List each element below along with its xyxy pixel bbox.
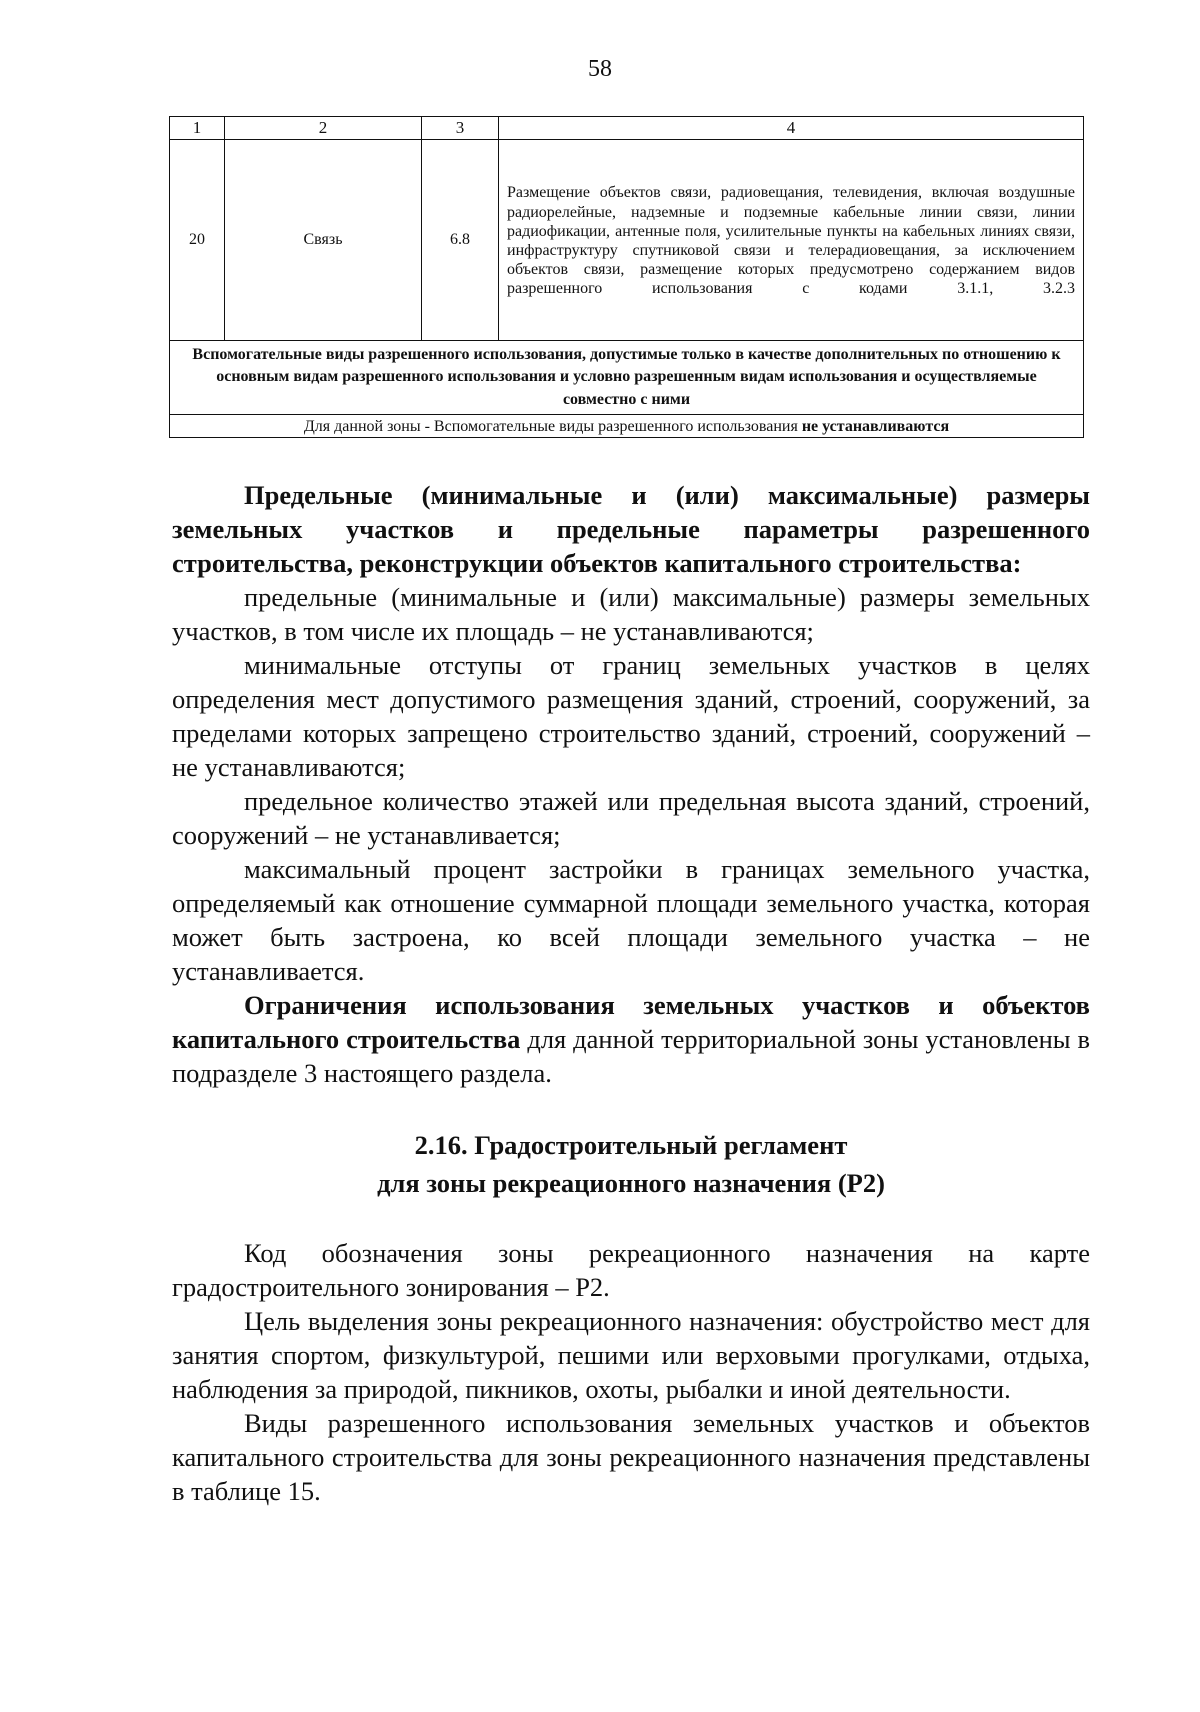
limits-heading: Предельные (минимальные и (или) максимальные) размеры земельных участков и предельные параметры разрешенного строительства, реконструкции объектов капитального строительства:	[172, 480, 1090, 578]
page-number: 58	[588, 56, 612, 82]
row-use-description-text: Размещение объектов связи, радиовещания, телевидения, включая воздушные радиорелейные, надземные и подземные кабельные линии связи, линии радиофикации, антенные поля, усилительные пункты на кабельных линиях связи, инфраструктуру спутниковой связи и телерадиовещания, за исключением объектов связи, размещение которых предусмотрено содержанием видов разрешенного использования с кодами 3.1.1, 3.2.3	[507, 184, 1075, 298]
auxiliary-title-row	[170, 341, 1084, 415]
section-heading-line-2: для зоны рекреационного назначения (Р2)	[377, 1168, 885, 1198]
permitted-use-table	[169, 116, 1084, 438]
row-use-code: 6.8	[422, 140, 499, 341]
paragraph-coverage: максимальный процент застройки в границах земельного участка, определяемый как отношение суммарной площади земельного участка, которая может быть застроена, ко всей площади земельного участка – не устанавливается.	[172, 854, 1090, 986]
header-col-2: 2	[225, 117, 422, 140]
paragraph-table-reference: Виды разрешенного использования земельных участков и объектов капитального строительства для зоны рекреационного назначения представлены в таблице 15.	[172, 1408, 1090, 1506]
restrictions-bold: Ограничения использования земельных участков и объектов капитального строительства	[172, 990, 1090, 1054]
document-body	[172, 478, 1090, 1508]
section-heading	[172, 1126, 1090, 1202]
table-row	[170, 140, 1084, 341]
auxiliary-note-prefix: Для данной зоны - Вспомогательные виды разрешенного использования	[303, 417, 802, 435]
row-use-description	[499, 140, 1084, 341]
row-number: 20	[170, 140, 225, 341]
header-col-4: 4	[499, 117, 1084, 140]
header-col-3: 3	[422, 117, 499, 140]
header-col-1: 1	[170, 117, 225, 140]
auxiliary-uses-note	[170, 415, 1084, 438]
paragraph-restrictions	[172, 988, 1090, 1090]
paragraph-setbacks: минимальные отступы от границ земельных участков в целях определения мест допустимого размещения зданий, строений, сооружений, за пределами которых запрещено строительство зданий, строений, сооружений – не устанавливаются;	[172, 650, 1090, 782]
paragraph-zone-code: Код обозначения зоны рекреационного назначения на карте градостроительного зонирования – Р2.	[172, 1238, 1090, 1302]
auxiliary-uses-title: Вспомогательные виды разрешенного использования, допустимые только в качестве дополнительных по отношению к основным видам разрешенного использования и условно разрешенным видам использования и осуществляемые совместно с ними	[170, 341, 1084, 415]
restrictions-rest: для данной территориальной зоны установлены в подразделе 3 настоящего раздела.	[172, 1024, 1090, 1088]
auxiliary-note-bold: не устанавливаются	[801, 417, 950, 435]
paragraph-plot-sizes: предельные (минимальные и (или) максимальные) размеры земельных участков, в том числе их площадь – не устанавливаются;	[172, 582, 1090, 646]
paragraph-floors: предельное количество этажей или предельная высота зданий, строений, сооружений – не устанавливается;	[172, 786, 1090, 850]
paragraph-zone-purpose: Цель выделения зоны рекреационного назначения: обустройство мест для занятия спортом, физкультурой, пешими или верховыми прогулками, отдыха, наблюдения за природой, пикников, охоты, рыбалки и иной деятельности.	[172, 1306, 1090, 1404]
auxiliary-note-row	[170, 415, 1084, 438]
row-use-name: Связь	[225, 140, 422, 341]
section-heading-line-1: 2.16. Градостроительный регламент	[414, 1130, 848, 1160]
table-header-row	[170, 117, 1084, 140]
